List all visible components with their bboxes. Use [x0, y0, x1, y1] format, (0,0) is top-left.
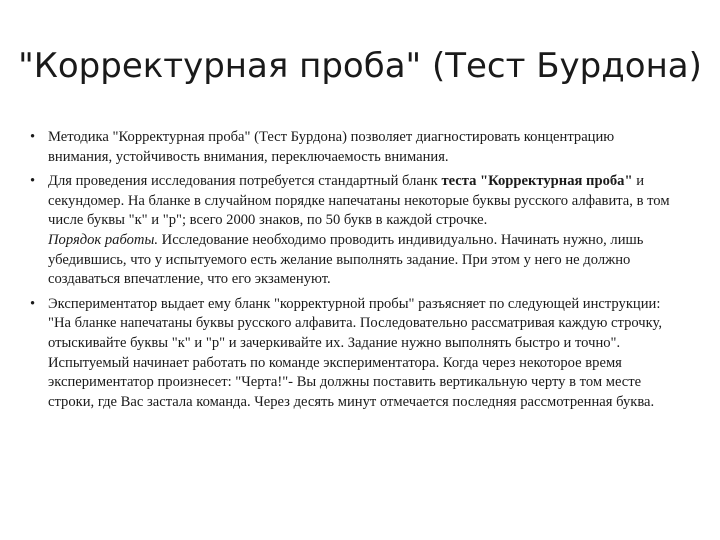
bullet-item-method — [30, 128, 670, 167]
bullet-item-materials — [30, 172, 670, 290]
bullet-text: Методика "Корректурная проба" (Тест Бурдона) позволяет диагностировать концентрацию внимания, устойчивость внимания, переключаемость внимания. — [48, 129, 615, 165]
procedure-paragraph — [48, 231, 670, 290]
bullet-marker: • — [30, 173, 36, 190]
bullet-marker: • — [30, 295, 36, 312]
bullet-marker: • — [30, 129, 36, 145]
slide-title: "Корректурная проба" (Тест Бурдона) — [18, 46, 702, 86]
bullet-list — [30, 128, 670, 417]
procedure-label: Порядок работы. — [48, 231, 158, 248]
bullet-text: Экспериментатор выдает ему бланк "корректурной пробы" разъясняет по следующей инструкции: "На бланке напечатаны буквы русского алфавита. Последовательно рассматривая каждую строчку, отыскивайте буквы "к" и "р" и зачеркивайте их. Задание нужно выполнять быстро и точно". Испытуемый начинает работать по команде экспериментатора. Когда через некоторое время экспериментатор произнесет: "Черта!"- Вы должны поставить вертикальную черту в том месте строки, где Вас застала команда. Через десять минут отмечается последняя рассмотренная буква. — [48, 295, 663, 410]
bullet-item-instructions — [30, 295, 670, 413]
bullet-text-before: Для проведения исследования потребуется стандартный бланк — [48, 173, 442, 190]
bullet-bold-term: теста "Корректурная проба" — [441, 173, 633, 190]
procedure-text: Исследование необходимо проводить индивидуально. Начинать нужно, лишь убедившись, что у испытуемого есть желание выполнять задание. При этом у него не должно создаваться впечатление, что его экзаменуют. — [48, 231, 644, 288]
bullet-text-after: и секундомер. На бланке в случайном порядке напечатаны некоторые буквы русского алфавита, в том числе буквы "к" и "р"; всего 2000 знаков, по 50 букв в каждой строчке. — [48, 173, 670, 229]
